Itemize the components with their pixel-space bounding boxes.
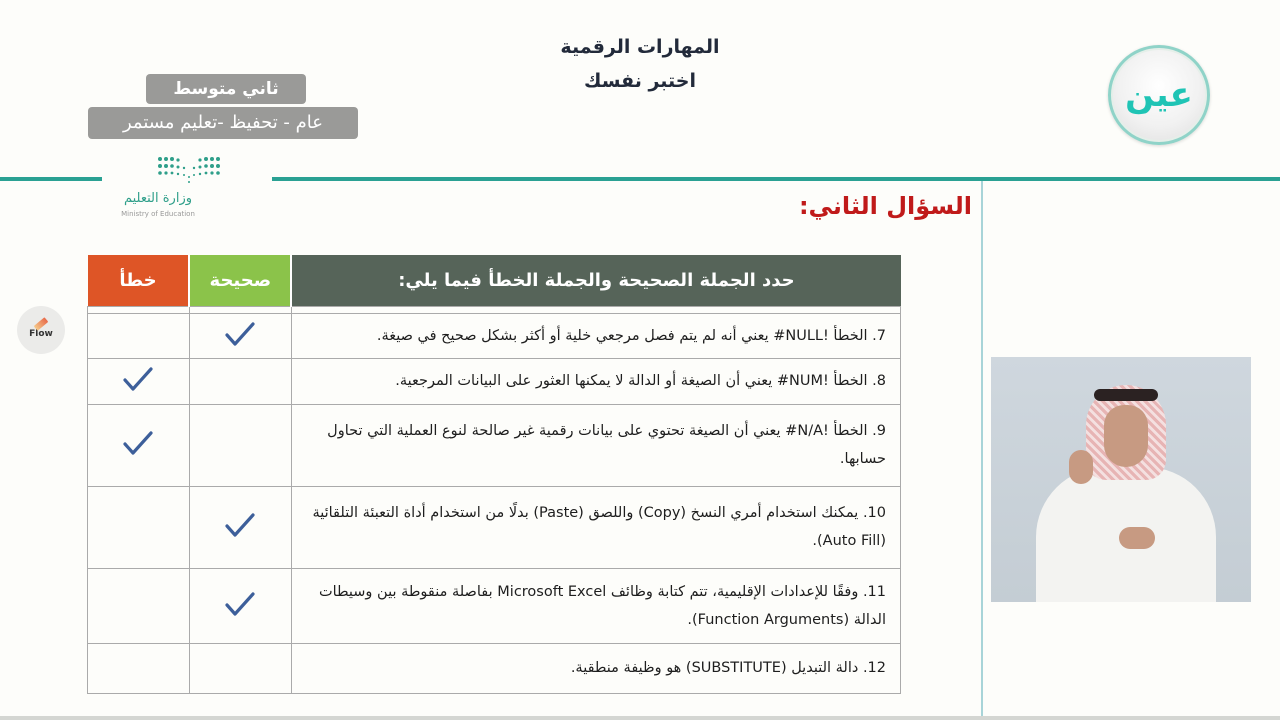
statement-cell xyxy=(291,313,900,358)
statement-cell xyxy=(291,404,900,486)
ministry-name-arabic: وزارة التعليم xyxy=(123,191,193,206)
statement-text: الخطأ !NUM# يعني أن الصيغة أو الدالة لا يمكنها العثور على البيانات المرجعية. xyxy=(395,373,868,389)
track-badge: عام - تحفيظ -تعليم مستمر xyxy=(88,107,358,139)
header-divider-right xyxy=(272,177,1280,181)
section-title: اختبر نفسك xyxy=(584,70,696,92)
statement-text: دالة التبديل (SUBSTITUTE) هو وظيفة منطقية. xyxy=(570,660,859,676)
subject-title: المهارات الرقمية xyxy=(560,36,720,58)
ain-channel-logo xyxy=(1108,45,1210,145)
checkmark-icon xyxy=(224,511,256,539)
table-row xyxy=(88,643,901,693)
column-header-true: صحيحة xyxy=(189,255,291,306)
true-cell[interactable] xyxy=(189,358,291,404)
statement-cell xyxy=(291,358,900,404)
sign-language-video xyxy=(991,357,1251,602)
true-cell[interactable] xyxy=(189,486,291,568)
statement-text: الخطأ !N/A# يعني أن الصيغة تحتوي على بيانات رقمية غير صالحة لنوع العملية التي تحاول حسابها. xyxy=(327,423,886,467)
table-row xyxy=(88,404,901,486)
content-divider xyxy=(981,181,983,720)
header-divider-left xyxy=(0,177,102,181)
flow-button-label: Flow xyxy=(29,329,53,339)
column-header-statement: حدد الجملة الصحيحة والجملة الخطأ فيما يلي: xyxy=(291,255,900,306)
true-cell[interactable] xyxy=(189,568,291,643)
statement-number: 8. xyxy=(872,373,886,389)
false-cell[interactable] xyxy=(88,358,190,404)
statement-number: 11. xyxy=(862,583,886,600)
presenter-hand-raised xyxy=(1069,450,1093,484)
checkmark-icon xyxy=(224,590,256,618)
true-cell[interactable] xyxy=(189,643,291,693)
statement-cell xyxy=(291,568,900,643)
checkmark-icon xyxy=(224,320,256,348)
statement-number: 7. xyxy=(872,327,886,344)
true-cell[interactable] xyxy=(189,404,291,486)
table-row xyxy=(88,313,901,358)
bottom-bar xyxy=(0,716,1280,720)
statement-cell xyxy=(291,643,900,693)
statement-number: 12. xyxy=(862,660,886,676)
statement-number: 9. xyxy=(872,423,886,439)
column-header-false: خطأ xyxy=(88,255,190,306)
true-cell[interactable] xyxy=(189,313,291,358)
false-cell[interactable] xyxy=(88,404,190,486)
lesson-header xyxy=(540,30,740,98)
grade-badge: ثاني متوسط xyxy=(146,74,306,104)
statement-cell xyxy=(291,486,900,568)
presenter-agal xyxy=(1094,389,1158,401)
false-cell[interactable] xyxy=(88,568,190,643)
ministry-dots-icon xyxy=(156,155,222,185)
question-title: السؤال الثاني: xyxy=(798,192,972,220)
false-cell[interactable] xyxy=(88,313,190,358)
ain-logo-text: عين xyxy=(1125,75,1193,115)
checkmark-icon xyxy=(122,429,154,457)
statement-number: 10. xyxy=(862,505,886,521)
checkmark-icon xyxy=(122,365,154,393)
table-spacer-row xyxy=(88,306,901,313)
ministry-logo xyxy=(108,150,268,226)
false-cell[interactable] xyxy=(88,486,190,568)
presenter-face xyxy=(1104,405,1148,467)
statement-text: الخطأ !NULL# يعني أنه لم يتم فصل مرجعي خلية أو أكثر بشكل صحيح في صيغة. xyxy=(376,327,868,344)
flow-button[interactable] xyxy=(17,306,65,354)
table-row xyxy=(88,486,901,568)
table-row xyxy=(88,358,901,404)
true-false-table xyxy=(87,255,901,694)
statement-text: يمكنك استخدام أمري النسخ (Copy) واللصق (Paste) بدلًا من استخدام أداة التعبئة التلقائية (Auto Fill). xyxy=(312,505,886,549)
false-cell[interactable] xyxy=(88,643,190,693)
statement-text: وفقًا للإعدادات الإقليمية، تتم كتابة وظائف Microsoft Excel بفاصلة منقوطة بين وسيطات الدالة (Function Arguments). xyxy=(318,583,886,628)
table-row xyxy=(88,568,901,643)
ministry-name-english: Ministry of Education xyxy=(121,210,195,218)
presenter-hand-lower xyxy=(1119,527,1155,549)
table-header-row xyxy=(88,255,901,306)
